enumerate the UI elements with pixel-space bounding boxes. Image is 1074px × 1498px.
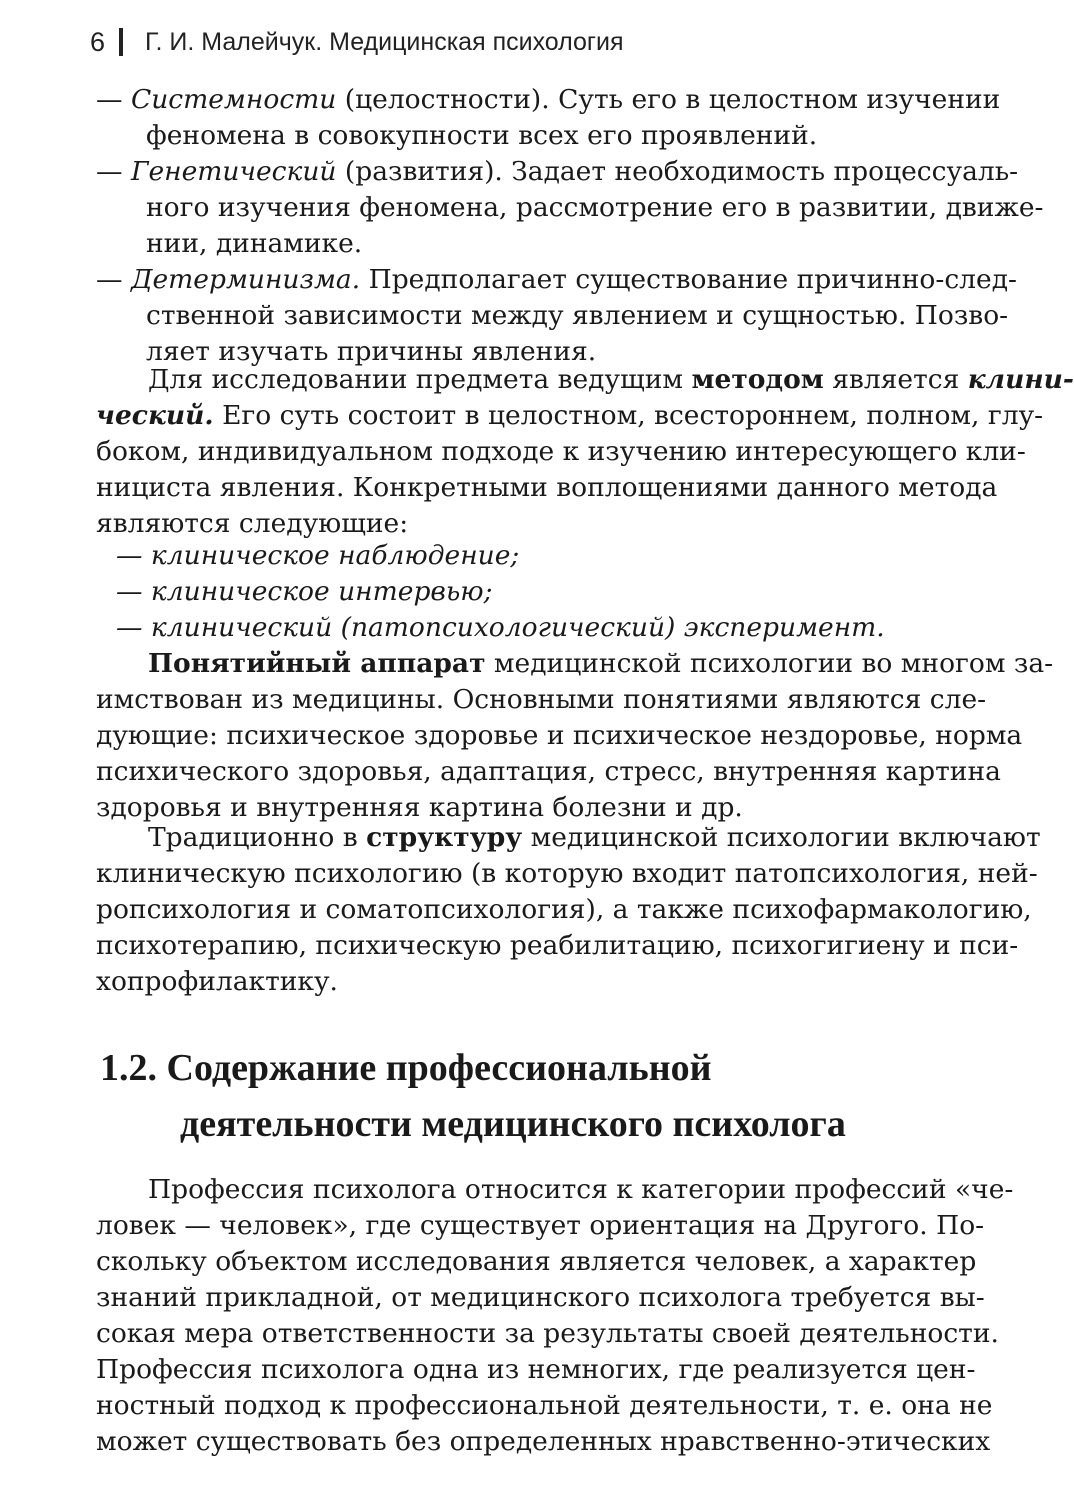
- paragraph-line: ческий. Его суть состоит в целостном, всестороннем, полном, глу-: [96, 400, 1044, 431]
- concepts-paragraph: [96, 646, 1054, 826]
- section-heading-line: 1.2. Содержание профессиональной: [100, 1047, 712, 1089]
- paragraph-line: здоровья и внутренняя картина болезни и др.: [96, 792, 743, 823]
- paragraph-line: знаний прикладной, от медицинского психолога требуется вы-: [96, 1282, 985, 1313]
- paragraph-line: может существовать без определенных нравственно-этических: [96, 1426, 991, 1457]
- list-item: [96, 82, 1001, 154]
- list-line: — Генетический (развития). Задает необходимость процессуаль-: [96, 156, 1019, 187]
- paragraph-line: Профессия психолога относится к категории профессий «че-: [148, 1174, 1014, 1205]
- running-title: Г. И. Малейчук. Медицинская психология: [145, 27, 624, 56]
- paragraph-line: нициста явления. Конкретными воплощениями данного метода: [96, 472, 998, 503]
- paragraph-line: дующие: психическое здоровье и психическое нездоровье, норма: [96, 720, 1023, 751]
- paragraph-line: ностный подход к профессиональной деятельности, т. е. она не: [96, 1390, 993, 1421]
- paragraph-line: клиническую психологию (в которую входит патопсихология, ней-: [96, 858, 1038, 889]
- list-line: — Детерминизма. Предполагает существование причинно-след-: [96, 264, 1017, 295]
- paragraph-line: скольку объектом исследования является человек, а характер: [96, 1246, 977, 1277]
- structure-paragraph: [96, 820, 1041, 1000]
- paragraph-line: ловек — человек», где существует ориентация на Другого. По-: [96, 1210, 985, 1241]
- paragraph-line: имствован из медицины. Основными понятиями являются сле-: [96, 684, 987, 715]
- method-paragraph: [96, 362, 1074, 542]
- page-number: 6: [90, 26, 106, 57]
- list-line: ляет изучать причины явления.: [146, 336, 597, 367]
- section-heading-line: деятельности медицинского психолога: [180, 1103, 846, 1145]
- header-divider: [119, 28, 123, 56]
- paragraph-line: Для исследовании предмета ведущим методом является клини-: [148, 364, 1074, 395]
- term: Генетический: [130, 156, 337, 187]
- term: Детерминизма.: [130, 264, 361, 295]
- profession-paragraph: [96, 1172, 1014, 1460]
- paragraph-line: Профессия психолога одна из немногих, где реализуется цен-: [96, 1354, 976, 1385]
- list-line: ного изучения феномена, рассмотрение его в развитии, движе-: [146, 192, 1044, 223]
- list-item: — клиническое интервью;: [116, 576, 493, 607]
- section-heading: [100, 1040, 960, 1152]
- paragraph-line: хопрофилактику.: [96, 966, 338, 997]
- paragraph-line: психотерапию, психическую реабилитацию, психогигиену и пси-: [96, 930, 1019, 961]
- clinical-methods-list: [96, 538, 964, 646]
- list-line: ственной зависимости между явлением и сущностью. Позво-: [146, 300, 1009, 331]
- list-item: [96, 262, 1017, 370]
- list-line: феномена в совокупности всех его проявлений.: [146, 120, 818, 151]
- list-line: нии, динамике.: [146, 228, 363, 259]
- list-line: — Системности (целостности). Суть его в целостном изучении: [96, 84, 1001, 115]
- list-item: [96, 154, 1044, 262]
- paragraph-line: сокая мера ответственности за результаты своей деятельности.: [96, 1318, 999, 1349]
- term: Системности: [130, 84, 337, 115]
- paragraph-line: Традиционно в структуру медицинской психологии включают: [148, 822, 1041, 853]
- list-item: — клиническое наблюдение;: [116, 540, 520, 571]
- paragraph-line: Понятийный аппарат медицинской психологии во многом за-: [148, 648, 1054, 679]
- paragraph-line: боком, индивидуальном подходе к изучению интересующего кли-: [96, 436, 1026, 467]
- paragraph-line: ропсихология и соматопсихология), а также психофармакологию,: [96, 894, 1032, 925]
- paragraph-line: являются следующие:: [96, 508, 409, 539]
- list-item: — клинический (патопсихологический) эксперимент.: [116, 612, 885, 643]
- paragraph-line: психического здоровья, адаптация, стресс, внутренняя картина: [96, 756, 1001, 787]
- principles-list: [96, 82, 1044, 370]
- running-header: [90, 22, 960, 62]
